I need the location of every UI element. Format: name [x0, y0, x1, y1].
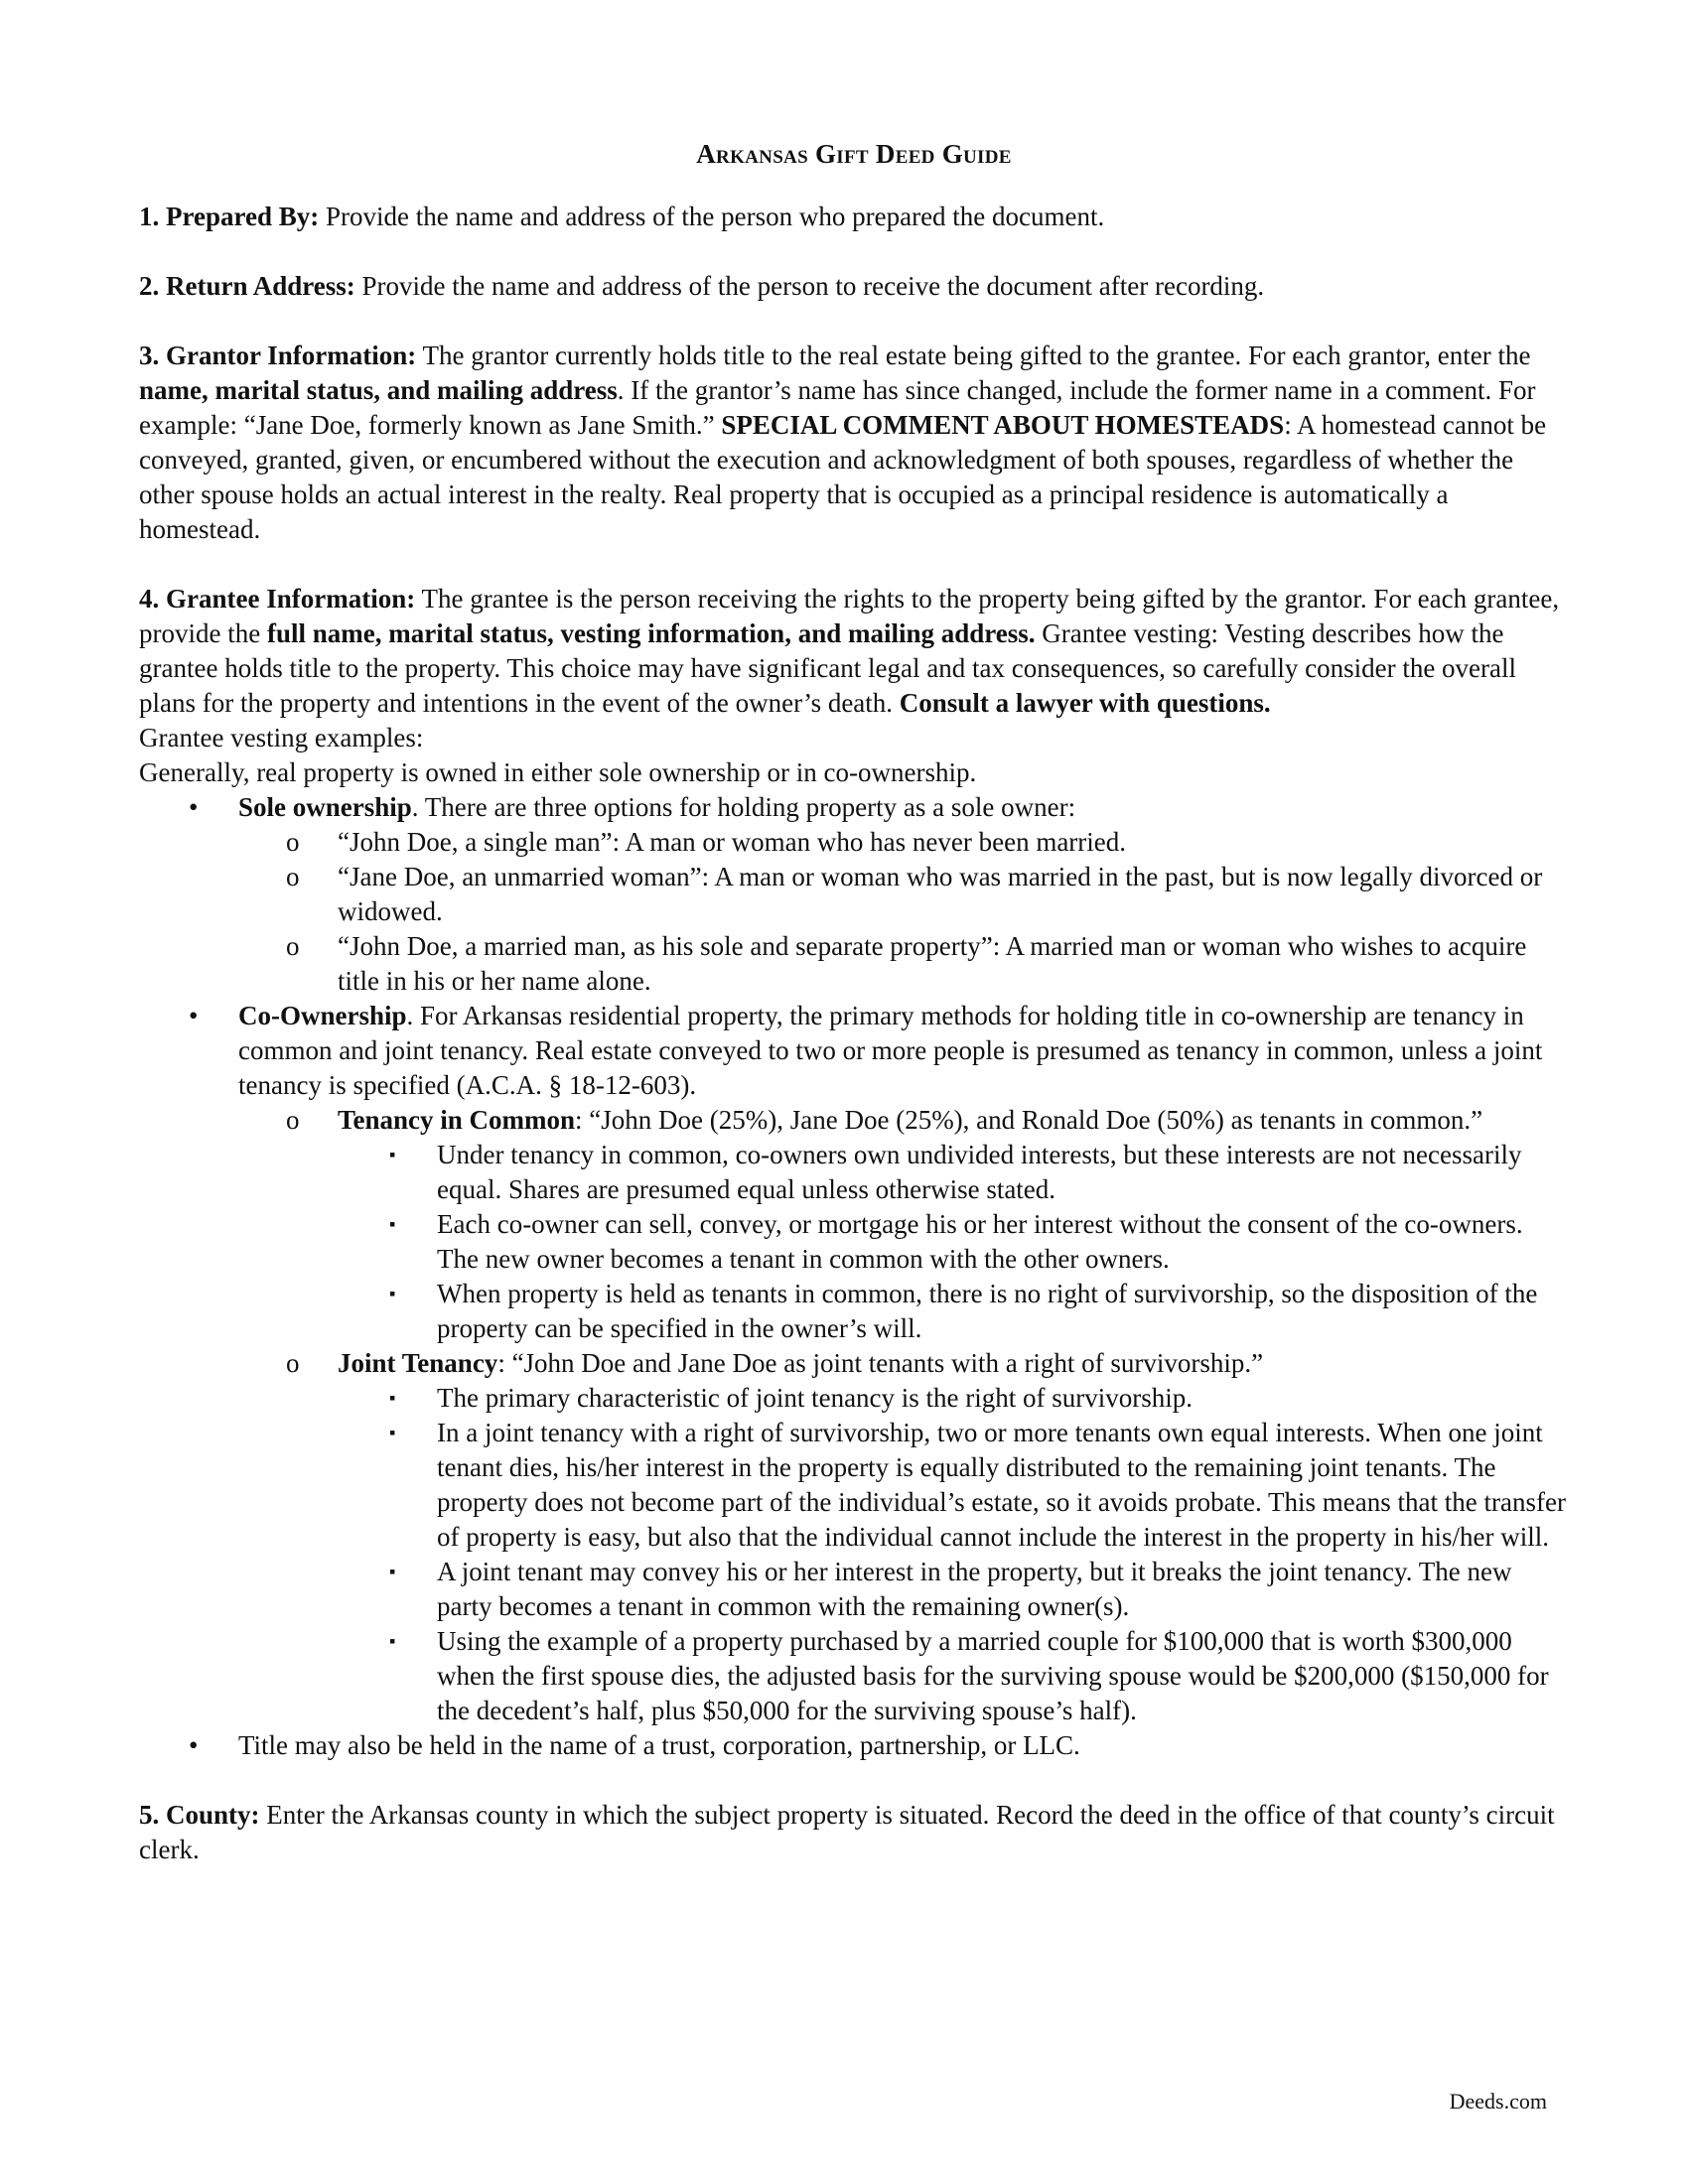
footer-brand: Deeds.com	[1449, 2089, 1547, 2114]
list-item-co-ownership	[139, 999, 1569, 1103]
item-text: “John Doe, a married man, as his sole and separate property”: A married man or woman who wishes to acquire title in his or her name alone.	[338, 931, 1527, 996]
circle-marker: o	[286, 931, 300, 961]
item-text: “Jane Doe, an unmarried woman”: A man or woman who was married in the past, but is now legally divorced or widowed.	[338, 862, 1543, 926]
section-county	[139, 1798, 1569, 1867]
bullet-marker: •	[189, 1001, 199, 1030]
item-text: When property is held as tenants in common, there is no right of survivorship, so the disposition of the property can be specified in the owner’s will.	[437, 1279, 1538, 1343]
item-text: In a joint tenancy with a right of survivorship, two or more tenants own equal interests. When one joint tenant dies, his/her interest in the property is equally distributed to the remaining joint tenants. The property does not become part of the individual’s estate, so it avoids probate. This means that the transfer of property is easy, but also that the individual cannot include the interest in the property in his/her will.	[437, 1418, 1566, 1552]
section-text: The grantee is the person receiving the rights to the property being gifted by the grantor. For each grantee, provide the	[139, 584, 1560, 648]
square-marker: ▪	[389, 1423, 396, 1442]
section-text: The grantor currently holds title to the real estate being gifted to the grantee. For each grantor, enter the	[416, 341, 1531, 370]
emphasis-text: full name, marital status, vesting information, and mailing address.	[266, 618, 1036, 648]
emphasis-text: name, marital status, and mailing address	[139, 375, 618, 405]
circle-marker: o	[286, 827, 300, 857]
section-text: : A homestead cannot be conveyed, granted, given, or encumbered without the execution and acknowledgment of both spouses, regardless of whether the other spouse holds an actual interest in the realty. Real property that is occupied as a principal residence is automatically a homestead.	[139, 410, 1547, 544]
section-prepared-by	[139, 200, 1569, 234]
emphasis-text: Consult a lawyer with questions.	[899, 688, 1271, 718]
list-item-jt-detail	[139, 1381, 1569, 1416]
section-label: 5. County:	[139, 1800, 260, 1830]
list-item-sole-option	[139, 929, 1569, 999]
page-title: Arkansas Gift Deed Guide	[696, 139, 1012, 169]
item-label: Sole ownership	[238, 792, 412, 822]
square-marker: ▪	[389, 1388, 396, 1408]
square-marker: ▪	[389, 1284, 396, 1303]
item-text: Title may also be held in the name of a trust, corporation, partnership, or LLC.	[238, 1730, 1080, 1760]
list-item-sole-option	[139, 825, 1569, 860]
section-label: 3. Grantor Information:	[139, 341, 417, 370]
item-text: The primary characteristic of joint tenancy is the right of survivorship.	[437, 1383, 1194, 1413]
list-item-jt-detail	[139, 1555, 1569, 1624]
square-marker: ▪	[389, 1562, 396, 1581]
section-text: . If the grantor’s name has since changed, include the former name in a comment. For example: “Jane Doe, formerly known as Jane Smith.”	[139, 375, 1536, 440]
section-text: Provide the name and address of the person who prepared the document.	[319, 202, 1105, 231]
list-item-sole-option	[139, 860, 1569, 929]
section-label: 1. Prepared By:	[139, 202, 320, 231]
ownership-intro: Generally, real property is owned in either sole ownership or in co-ownership.	[139, 757, 977, 787]
item-text: . For Arkansas residential property, the primary methods for holding title in co-ownership are tenancy in common and joint tenancy. Real estate conveyed to two or more people is presumed as tenancy in common, unless a joint tenancy is specified (A.C.A. § 18-12-603).	[238, 1001, 1543, 1100]
section-label: 2. Return Address:	[139, 271, 355, 301]
item-text: : “John Doe (25%), Jane Doe (25%), and Ronald Doe (50%) as tenants in common.”	[575, 1105, 1483, 1135]
section-label: 4. Grantee Information:	[139, 584, 416, 614]
emphasis-text: SPECIAL COMMENT ABOUT HOMESTEADS	[721, 410, 1285, 440]
section-text: Grantee vesting: Vesting describes how the grantee holds title to the property. This choice may have significant legal and tax consequences, so carefully consider the overall plans for the property and intentions in the event of the owner’s death.	[139, 618, 1517, 718]
item-text: “John Doe, a single man”: A man or woman who has never been married.	[338, 827, 1127, 857]
document-page	[139, 137, 1569, 1867]
list-item-sole-ownership	[139, 790, 1569, 825]
item-label: Tenancy in Common	[338, 1105, 576, 1135]
section-grantee-information	[139, 582, 1569, 1763]
item-label: Co-Ownership	[238, 1001, 407, 1030]
item-text: Using the example of a property purchased by a married couple for $100,000 that is worth $300,000 when the first spouse dies, the adjusted basis for the surviving spouse would be $200,000 ($150,000 for the decedent’s half, plus $50,000 for the surviving spouse’s half).	[437, 1626, 1549, 1725]
item-text: Under tenancy in common, co-owners own undivided interests, but these interests are not necessarily equal. Shares are presumed equal unless otherwise stated.	[437, 1140, 1522, 1204]
square-marker: ▪	[389, 1214, 396, 1234]
circle-marker: o	[286, 1105, 300, 1135]
vesting-examples-heading: Grantee vesting examples:	[139, 723, 424, 752]
section-return-address	[139, 269, 1569, 304]
circle-marker: o	[286, 862, 300, 891]
item-text: : “John Doe and Jane Doe as joint tenants with a right of survivorship.”	[497, 1348, 1264, 1378]
item-text: . There are three options for holding property as a sole owner:	[411, 792, 1076, 822]
item-text: A joint tenant may convey his or her interest in the property, but it breaks the joint tenancy. The new party becomes a tenant in common with the remaining owner(s).	[437, 1557, 1512, 1621]
list-item-title-note	[139, 1728, 1569, 1763]
list-item-jt-detail	[139, 1624, 1569, 1728]
list-item-tenancy-in-common	[139, 1103, 1569, 1138]
square-marker: ▪	[389, 1145, 396, 1164]
bullet-marker: •	[189, 792, 199, 822]
section-grantor-information	[139, 339, 1569, 547]
list-item-tic-detail	[139, 1138, 1569, 1207]
list-item-joint-tenancy	[139, 1346, 1569, 1381]
circle-marker: o	[286, 1348, 300, 1378]
list-item-jt-detail	[139, 1416, 1569, 1555]
list-item-tic-detail	[139, 1207, 1569, 1277]
item-text: Each co-owner can sell, convey, or mortgage his or her interest without the consent of the co-owners. The new owner becomes a tenant in common with the other owners.	[437, 1209, 1523, 1274]
section-text: Enter the Arkansas county in which the subject property is situated. Record the deed in the office of that county’s circuit clerk.	[139, 1800, 1555, 1864]
item-label: Joint Tenancy	[338, 1348, 498, 1378]
bullet-marker: •	[189, 1730, 199, 1760]
list-item-tic-detail	[139, 1277, 1569, 1346]
square-marker: ▪	[389, 1631, 396, 1651]
section-text: Provide the name and address of the person to receive the document after recording.	[354, 271, 1265, 301]
